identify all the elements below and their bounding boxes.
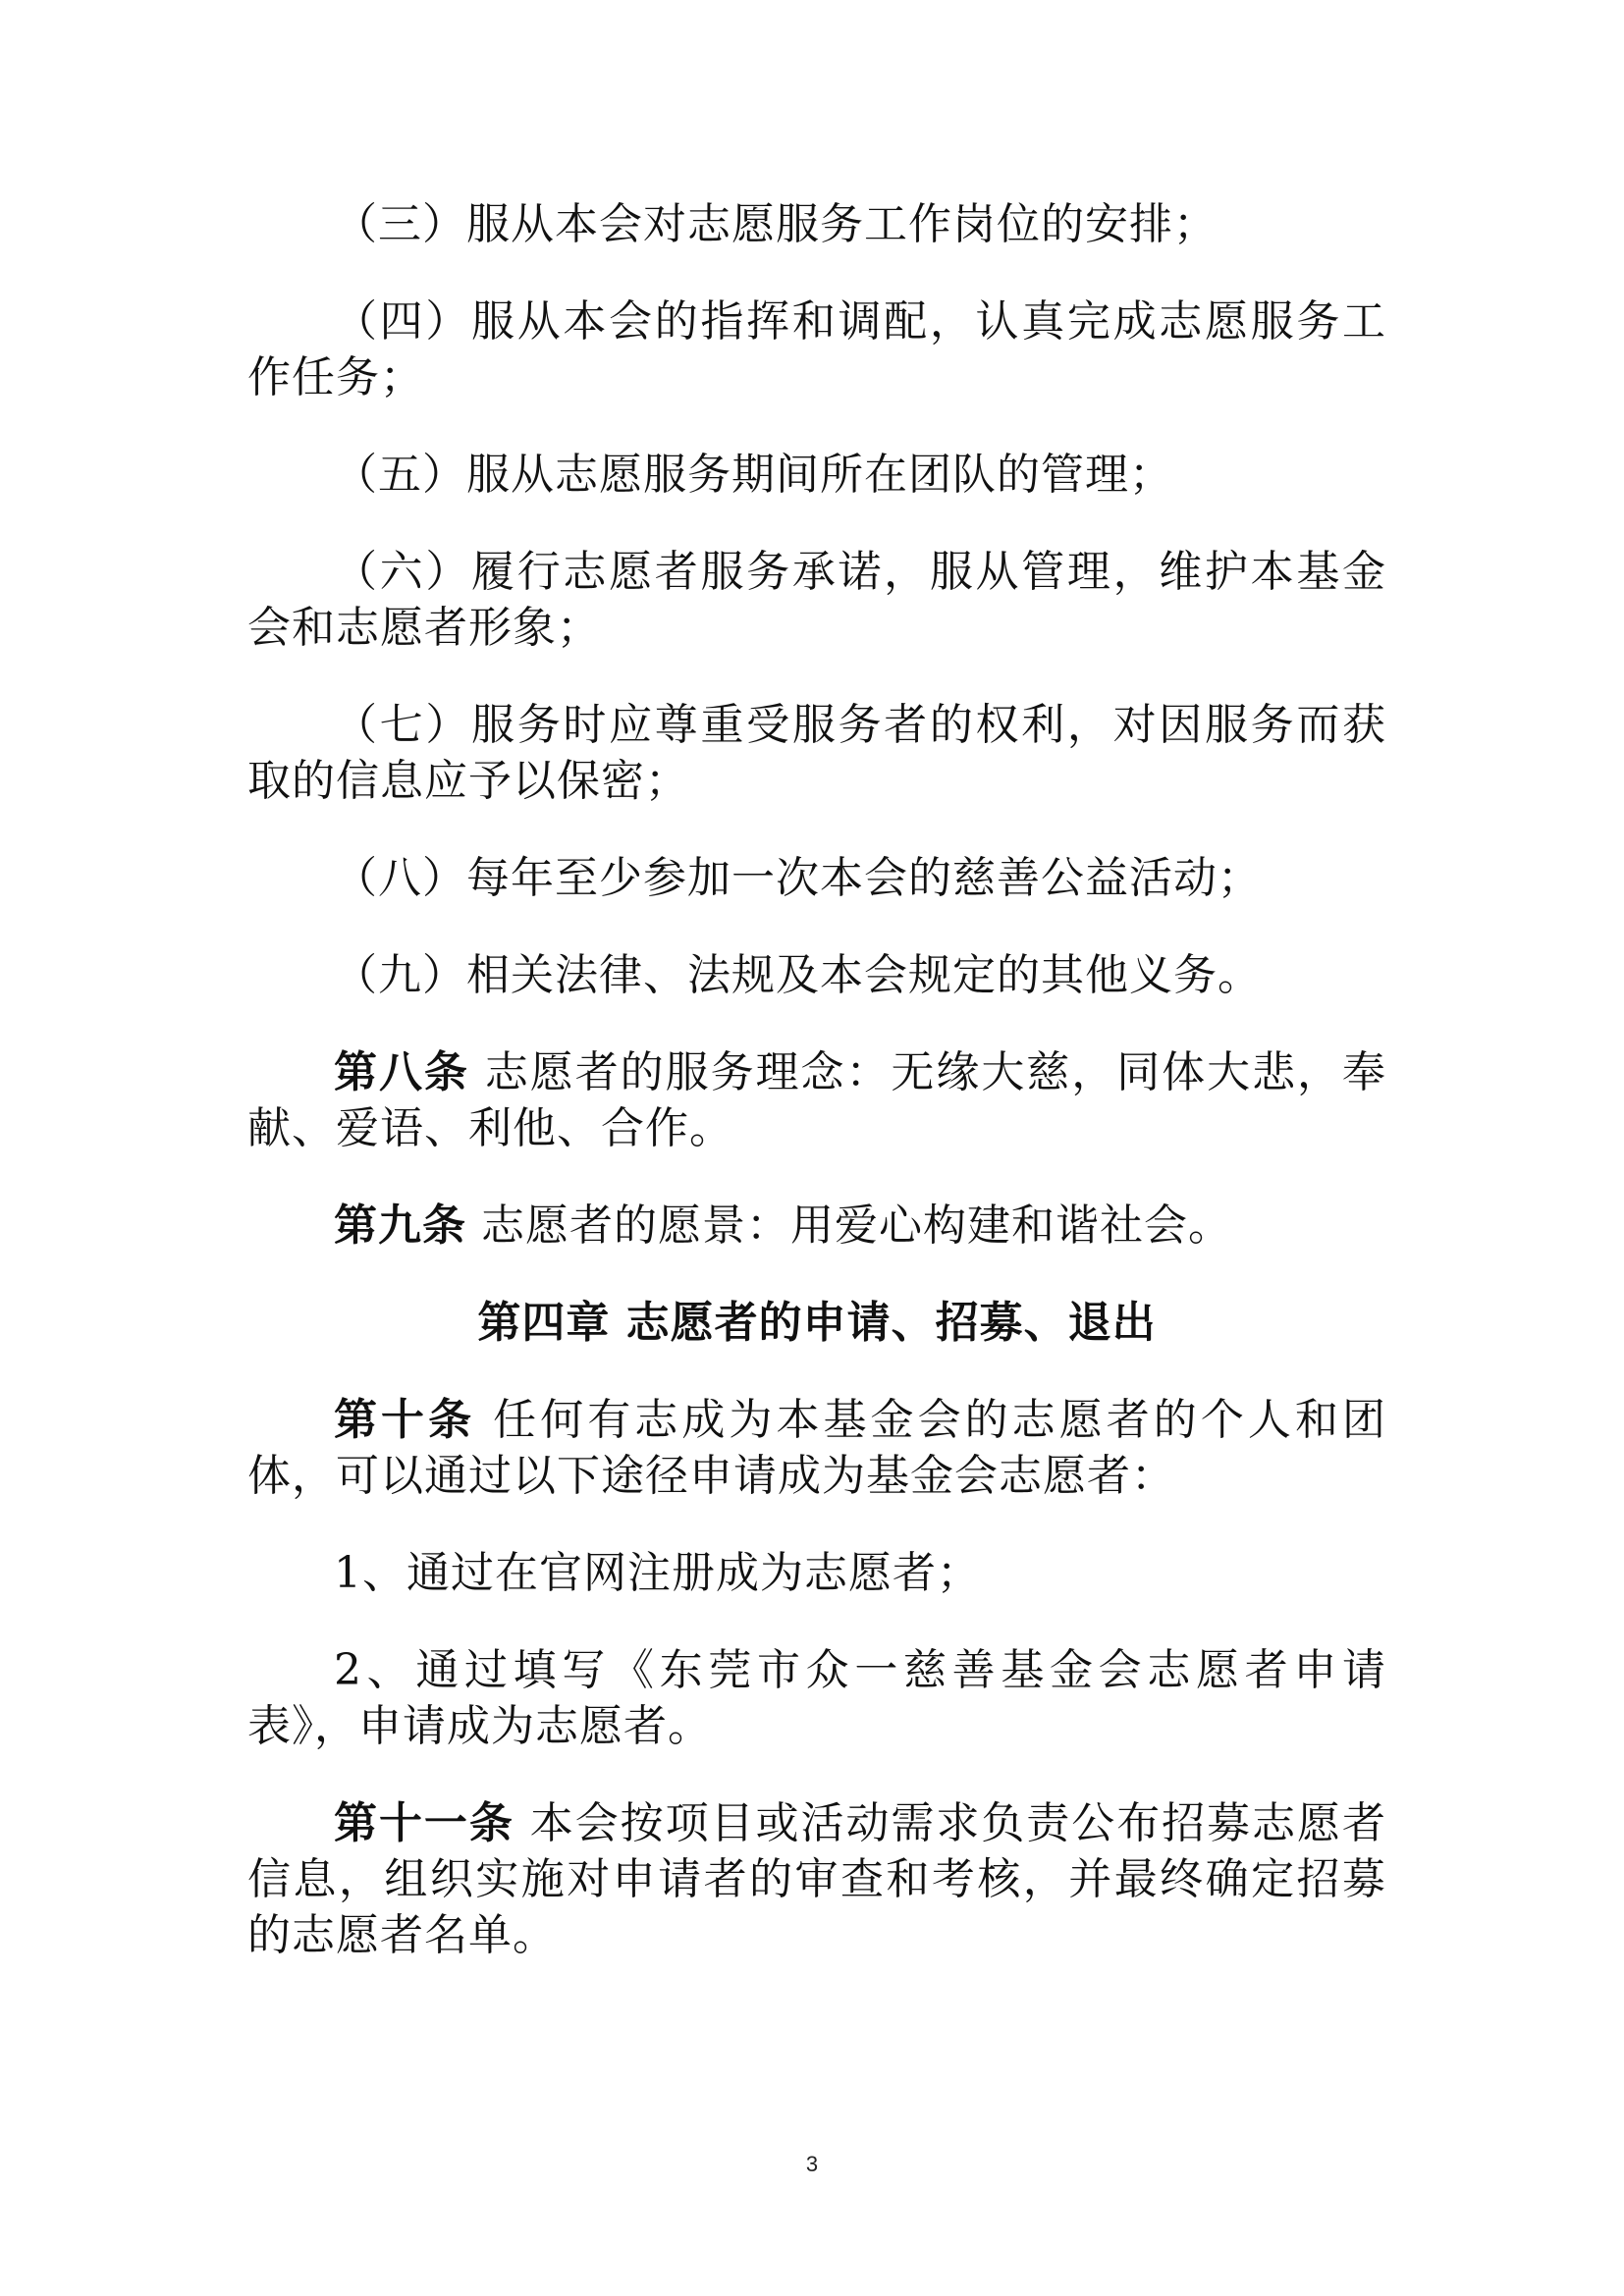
obligation-item-6: （六）履行志愿者服务承诺，服从管理，维护本基金会和志愿者形象；: [247, 547, 1386, 653]
article-11-text: 本会按项目或活动需求负责公布招募志愿者信息，组织实施对申请者的审查和考核，并最终确定招募的志愿者名单。: [247, 1798, 1386, 1960]
article-11-label: 第十一条: [334, 1798, 514, 1848]
obligation-item-3: （三）服从本会对志愿服务工作岗位的安排；: [334, 199, 1218, 249]
obligation-item-4: （四）服从本会的指挥和调配，认真完成志愿服务工作任务；: [247, 296, 1386, 402]
obligation-item-7: （七）服务时应尊重受服务者的权利，对因服务而获取的信息应予以保密；: [247, 700, 1386, 806]
article-8-text: 志愿者的服务理念：无缘大慈，同体大悲，奉献、爱语、利他、合作。: [247, 1047, 1386, 1153]
article-10: [247, 1392, 1386, 1504]
article-9-text: 志愿者的愿景：用爱心构建和谐社会。: [466, 1201, 1232, 1251]
document-body: [247, 196, 1386, 2004]
page-number: 3: [805, 2152, 819, 2176]
article-10-text: 任何有志成为本基金会的志愿者的个人和团体，可以通过以下途径申请成为基金会志愿者：: [247, 1395, 1386, 1501]
chapter-4-heading: 第四章 志愿者的申请、招募、退出: [477, 1298, 1157, 1348]
application-method-2: 2、通过填写《东莞市众一慈善基金会志愿者申请表》，申请成为志愿者。: [247, 1645, 1386, 1751]
article-10-label: 第十条: [334, 1395, 476, 1445]
obligation-item-9: （九）相关法律、法规及本会规定的其他义务。: [334, 950, 1262, 1000]
application-method-1: 1、通过在官网注册成为志愿者；: [334, 1548, 981, 1598]
obligation-item-5: （五）服从志愿服务期间所在团队的管理；: [334, 450, 1173, 500]
article-9: [247, 1198, 1386, 1254]
article-11: [247, 1795, 1386, 1963]
obligation-item-8: （八）每年至少参加一次本会的慈善公益活动；: [334, 853, 1262, 903]
article-9-label: 第九条: [334, 1201, 466, 1251]
article-8-label: 第八条: [334, 1047, 469, 1097]
article-8: [247, 1044, 1386, 1156]
